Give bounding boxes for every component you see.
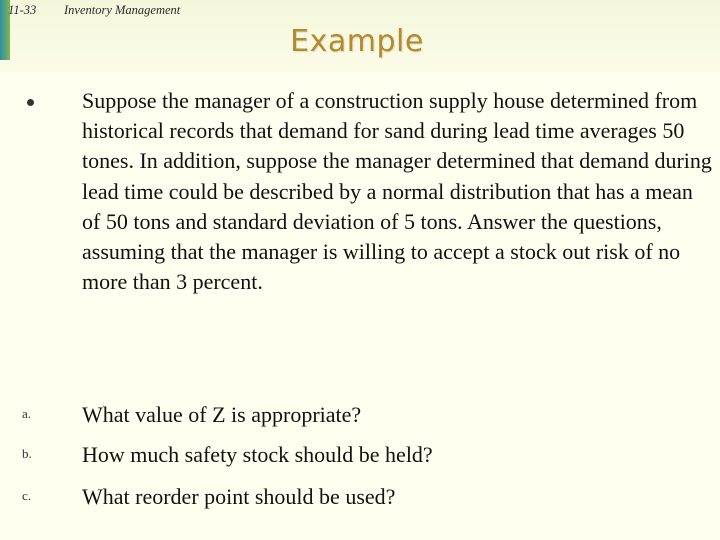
bullet-text: Suppose the manager of a construction supply house determined from historical records that demand for sand during lead time averages 50 tones. In addition, suppose the manager determined that demand during lead time could be described by a normal distribution that has a mean of 50 tons and standard deviation of 5 tons. Answer the questions, assuming that the manager is willing to accept a stock out risk of no more than 3 percent. xyxy=(82,88,712,295)
page-number: 11-33 xyxy=(8,3,37,17)
question-item-c xyxy=(22,482,716,512)
question-text-c: What reorder point should be used? xyxy=(82,484,396,509)
slide-content xyxy=(22,86,716,509)
question-text-b: How much safety stock should be held? xyxy=(82,442,433,467)
question-text-a: What value of Z is appropriate? xyxy=(82,402,362,427)
question-marker-a: a. xyxy=(22,406,32,421)
bullet-dot-icon xyxy=(27,99,34,106)
question-marker-b: b. xyxy=(22,446,32,461)
question-item-a xyxy=(22,400,716,430)
slide-title-text: Example xyxy=(290,24,424,59)
question-marker-c: c. xyxy=(22,488,32,503)
bullet-item xyxy=(22,86,716,297)
slide-title xyxy=(0,24,720,64)
question-item-b xyxy=(22,440,716,470)
course-title: Inventory Management xyxy=(64,3,181,17)
